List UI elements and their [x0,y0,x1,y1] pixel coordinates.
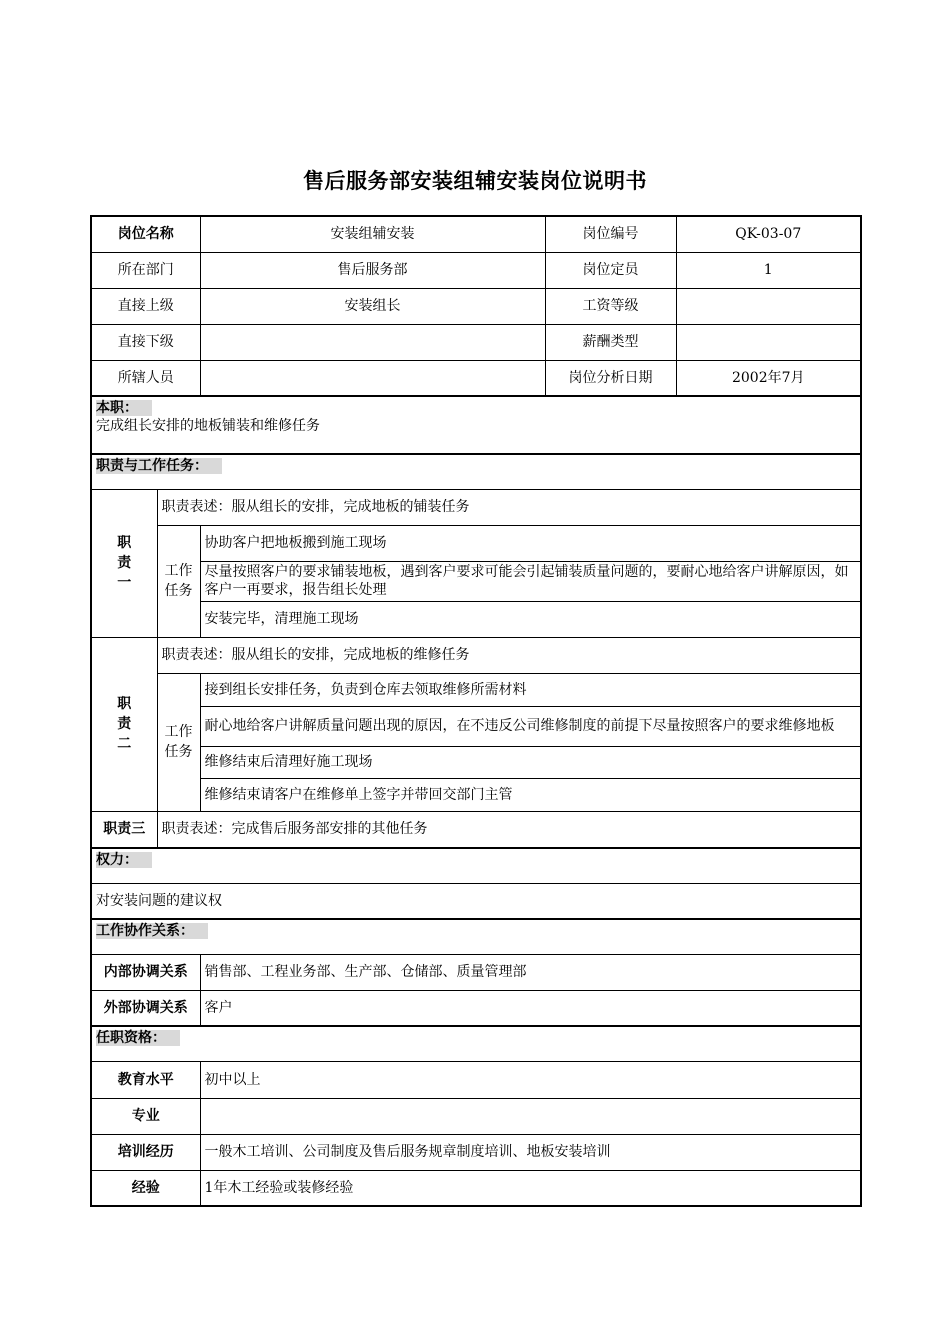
duty-2-task-2: 耐心地给客户讲解质量问题出现的原因，在不违反公司维修制度的前提下尽量按照客户的要求维修地板 [200,706,861,746]
duty-2-label: 职 责 二 [91,637,157,811]
position-name-label: 岗位名称 [91,216,200,252]
internal-relations-label: 内部协调关系 [91,954,200,990]
duty-1-task-1: 协助客户把地板搬到施工现场 [200,525,861,561]
mission-section [91,396,861,454]
duty-2-task-1: 接到组长安排任务，负责到仓库去领取维修所需材料 [200,673,861,706]
duty-3-statement: 职责表述：完成售后服务部安排的其他任务 [157,811,861,848]
experience-value: 1年木工经验或装修经验 [200,1170,861,1206]
salary-grade-label: 工资等级 [545,288,676,324]
qualifications-label: 任职资格： [96,1030,180,1046]
subordinate-value [200,324,545,360]
subordinate-label: 直接下级 [91,324,200,360]
duty-1-label: 职 责 一 [91,489,157,637]
authority-text: 对安装问题的建议权 [91,883,861,919]
qualifications-header [91,1026,861,1061]
analysis-date-label: 岗位分析日期 [545,360,676,396]
relations-label: 工作协作关系： [96,923,208,939]
major-value [200,1098,861,1134]
external-relations-value: 客户 [200,990,861,1026]
duty-2-statement: 职责表述：服从组长的安排，完成地板的维修任务 [157,637,861,673]
staff-label: 所辖人员 [91,360,200,396]
superior-label: 直接上级 [91,288,200,324]
mission-label: 本职： [96,400,152,416]
position-code-value: QK-03-07 [676,216,861,252]
duty-2-task-4: 维修结束请客户在维修单上签字并带回交部门主管 [200,778,861,811]
pay-type-value [676,324,861,360]
department-label: 所在部门 [91,252,200,288]
external-relations-label: 外部协调关系 [91,990,200,1026]
superior-value: 安装组长 [200,288,545,324]
page-title: 售后服务部安装组辅安装岗位说明书 [303,169,647,193]
duty-3-label: 职责三 [91,811,157,848]
relations-header [91,919,861,954]
staff-value [200,360,545,396]
duty-1-task-label: 工作 任务 [157,525,200,637]
education-label: 教育水平 [91,1061,200,1098]
quota-value: 1 [676,252,861,288]
internal-relations-value: 销售部、工程业务部、生产部、仓储部、质量管理部 [200,954,861,990]
duties-header-label: 职责与工作任务： [96,458,222,474]
duty-1-task-2: 尽量按照客户的要求铺装地板，遇到客户要求可能会引起铺装质量问题的，要耐心地给客户讲解原因，如客户一再要求，报告组长处理 [200,561,861,601]
duty-2-task-3: 维修结束后清理好施工现场 [200,746,861,778]
authority-label: 权力： [96,852,152,868]
training-label: 培训经历 [91,1134,200,1170]
education-value: 初中以上 [200,1061,861,1098]
salary-grade-value [676,288,861,324]
pay-type-label: 薪酬类型 [545,324,676,360]
job-description-table [90,215,860,1207]
duty-1-task-3: 安装完毕，清理施工现场 [200,601,861,637]
mission-text: 完成组长安排的地板铺装和维修任务 [96,418,320,434]
duties-header [91,454,861,489]
duty-1-statement: 职责表述：服从组长的安排，完成地板的铺装任务 [157,489,861,525]
experience-label: 经验 [91,1170,200,1206]
position-name-value: 安装组辅安装 [200,216,545,252]
major-label: 专业 [91,1098,200,1134]
department-value: 售后服务部 [200,252,545,288]
position-code-label: 岗位编号 [545,216,676,252]
duty-2-task-label: 工作 任务 [157,673,200,811]
training-value: 一般木工培训、公司制度及售后服务规章制度培训、地板安装培训 [200,1134,861,1170]
authority-header [91,848,861,883]
analysis-date-value: 2002年7月 [676,360,861,396]
quota-label: 岗位定员 [545,252,676,288]
